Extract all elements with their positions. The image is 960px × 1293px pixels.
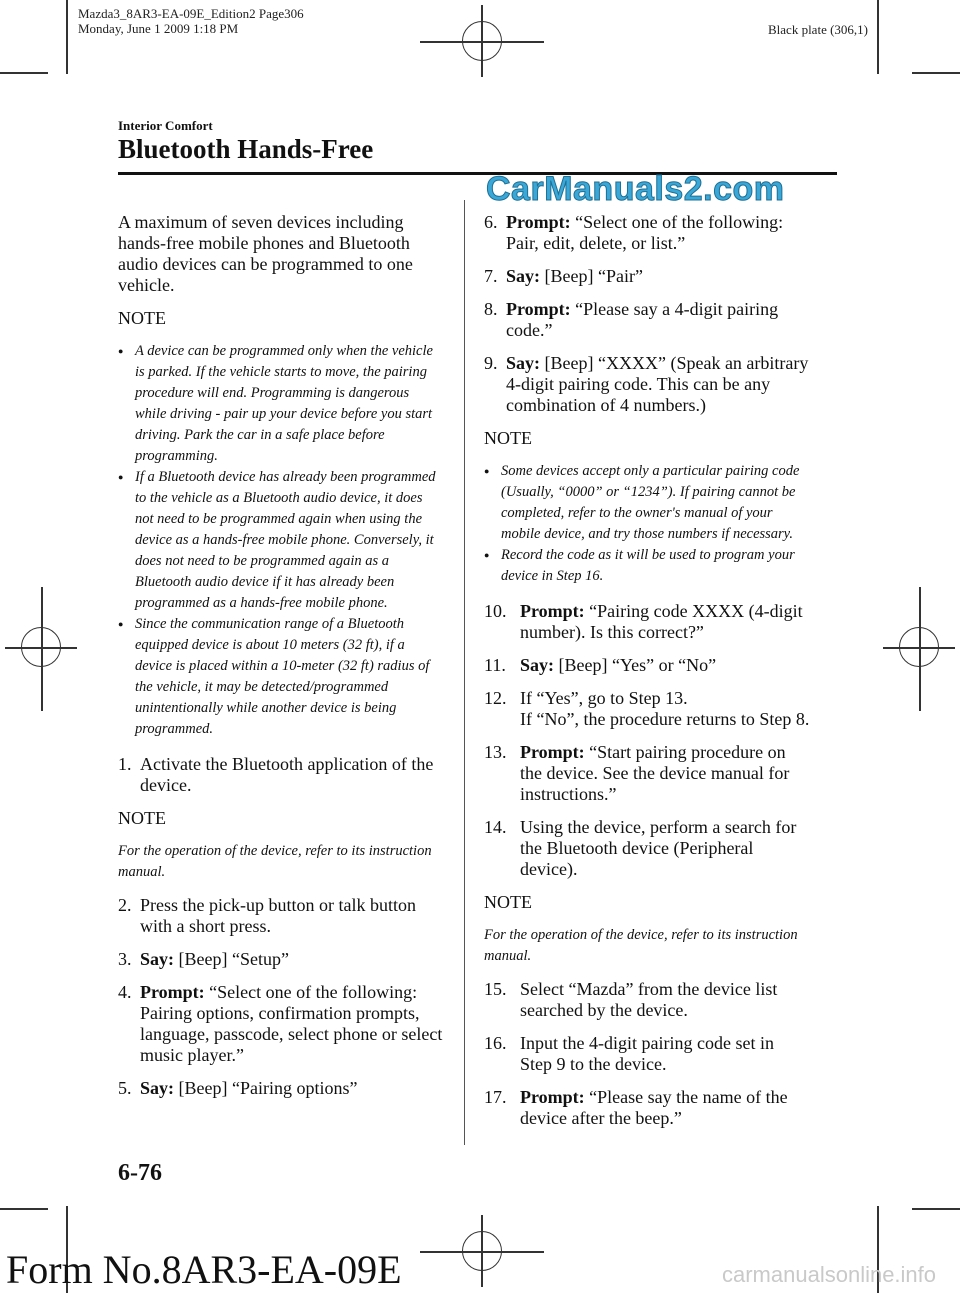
note-text: For the operation of the device, refer to its instruction manual. — [484, 927, 798, 964]
file-info-line2: Monday, June 1 2009 1:18 PM — [78, 21, 239, 36]
step-number: 4. — [118, 982, 132, 1002]
step-5 — [118, 1078, 444, 1099]
step-keyword: Prompt: — [506, 299, 571, 319]
step-number: 8. — [484, 299, 498, 319]
step-8 — [484, 299, 810, 341]
step-keyword: Prompt: — [520, 601, 585, 621]
step-text: “Start pairing procedure on the device. See the device manual for instructions.” — [520, 742, 790, 804]
step-7 — [484, 266, 810, 287]
step-15 — [484, 979, 810, 1021]
crop-mark-top-right-v — [877, 0, 879, 74]
note-text: For the operation of the device, refer to its instruction manual. — [118, 843, 432, 880]
step-keyword: Say: — [520, 655, 555, 675]
registration-mark-right-v — [919, 587, 921, 711]
left-column — [118, 212, 444, 1111]
crop-mark-top-left-h — [0, 72, 48, 74]
step-text: If “Yes”, go to Step 13. — [520, 688, 688, 708]
plate-label: Black plate (306,1) — [768, 22, 868, 37]
step-number: 3. — [118, 949, 132, 969]
step-12 — [484, 688, 810, 730]
intro-text: A maximum of seven devices including hands-free mobile phones and Bluetooth audio devices can be programmed to one vehicle. — [118, 212, 413, 295]
step-text: Select “Mazda” from the device list searched by the device. — [520, 979, 778, 1020]
step-text: [Beep] “Yes” or “No” — [554, 655, 717, 675]
crop-mark-top-left-v — [66, 0, 68, 74]
step-10 — [484, 601, 810, 643]
step-keyword: Say: — [506, 266, 541, 286]
step-number: 2. — [118, 895, 132, 915]
step-keyword: Say: — [140, 949, 175, 969]
step-number: 5. — [118, 1078, 132, 1098]
step-number: 13. — [484, 742, 507, 762]
step-number: 7. — [484, 266, 498, 286]
step-text: Using the device, perform a search for the Bluetooth device (Peripheral device). — [520, 817, 797, 879]
step-number: 14. — [484, 817, 507, 837]
step-text: Press the pick-up button or talk button with a short press. — [140, 895, 416, 936]
note-list — [484, 461, 810, 587]
crop-mark-top-right-h — [912, 72, 960, 74]
step-keyword: Say: — [140, 1078, 175, 1098]
step-4 — [118, 982, 444, 1066]
note-item: ● If a Bluetooth device has already been programmed to the vehicle as a Bluetooth audio device, it does not need to be programmed again when using the device as a hands-free mobile phone. Conversely, it does not need to be programmed again as a Bluetooth audio device if it has already been programmed as a hands-free mobile phone. — [118, 467, 444, 614]
step-17 — [484, 1087, 810, 1129]
step-text: “Please say a 4-digit pairing code.” — [506, 299, 779, 340]
note-heading: NOTE — [484, 892, 532, 912]
file-info — [78, 6, 304, 36]
right-column — [484, 212, 810, 1141]
step-text: “Select one of the following: Pairing options, confirmation prompts, language, passcode, select phone or select music player.” — [140, 982, 443, 1065]
step-text: Activate the Bluetooth application of the device. — [140, 754, 434, 795]
step-number: 6. — [484, 212, 498, 232]
note-heading: NOTE — [118, 808, 166, 828]
step-text: “Pairing code XXXX (4-digit number). Is this correct?” — [520, 601, 803, 642]
step-keyword: Say: — [506, 353, 541, 373]
step-text: Input the 4-digit pairing code set in Step 9 to the device. — [520, 1033, 774, 1074]
registration-mark-left-v — [41, 587, 43, 711]
step-keyword: Prompt: — [506, 212, 571, 232]
step-number: 10. — [484, 601, 507, 621]
step-number: 15. — [484, 979, 507, 999]
crop-mark-bottom-right-h — [912, 1208, 960, 1210]
step-11 — [484, 655, 810, 676]
step-1 — [118, 754, 444, 796]
step-16 — [484, 1033, 810, 1075]
step-text: [Beep] “Pairing options” — [174, 1078, 358, 1098]
note-heading: NOTE — [118, 308, 166, 328]
step-text: “Please say the name of the device after the beep.” — [520, 1087, 788, 1128]
step-text: “Select one of the following: Pair, edit, delete, or list.” — [506, 212, 784, 253]
step-3 — [118, 949, 444, 970]
note-item: ● A device can be programmed only when the vehicle is parked. If the vehicle starts to move, the pairing procedure will end. Programming is dangerous while driving - pair up your device before you start driving. Park the car in a safe place before programming. — [118, 341, 444, 467]
watermark-bottom: carmanualsonline.info — [722, 1262, 937, 1287]
step-9 — [484, 353, 810, 416]
watermark-top: CarManuals2.com — [486, 170, 785, 208]
column-divider — [464, 200, 465, 1145]
step-keyword: Prompt: — [140, 982, 205, 1002]
step-14 — [484, 817, 810, 880]
step-number: 16. — [484, 1033, 507, 1053]
step-2 — [118, 895, 444, 937]
note-item: ● Since the communication range of a Bluetooth equipped device is about 10 meters (32 ft), if a device is placed within a 10-meter (32 ft) radius of the vehicle, it may be detected/programmed unintentionally while another device is being programmed. — [118, 614, 444, 740]
page-title: Bluetooth Hands-Free — [118, 134, 374, 164]
note-item: ● Record the code as it will be used to program your device in Step 16. — [484, 545, 810, 587]
crop-mark-bottom-left-h — [0, 1208, 48, 1210]
step-text: [Beep] “Setup” — [174, 949, 289, 969]
file-info-line1: Mazda3_8AR3-EA-09E_Edition2 Page306 — [78, 6, 304, 21]
step-keyword: Prompt: — [520, 1087, 585, 1107]
section-label: Interior Comfort — [118, 118, 213, 133]
step-text: [Beep] “Pair” — [540, 266, 643, 286]
step-13 — [484, 742, 810, 805]
step-number: 12. — [484, 688, 507, 708]
note-heading: NOTE — [484, 428, 532, 448]
step-number: 17. — [484, 1087, 507, 1107]
step-number: 11. — [484, 655, 506, 675]
step-keyword: Prompt: — [520, 742, 585, 762]
page-number: 6-76 — [118, 1160, 162, 1186]
registration-mark-bottom-v — [481, 1215, 483, 1287]
note-list — [118, 341, 444, 740]
note-item: ● Some devices accept only a particular pairing code (Usually, “0000” or “1234”). If pairing cannot be completed, refer to the owner's manual of your mobile device, and try those numbers if necessary. — [484, 461, 810, 545]
step-6 — [484, 212, 810, 254]
step-number: 1. — [118, 754, 132, 774]
step-number: 9. — [484, 353, 498, 373]
step-text: If “No”, the procedure returns to Step 8. — [520, 709, 810, 729]
step-text: [Beep] “XXXX” (Speak an arbitrary 4-digit pairing code. This can be any combination of 4 numbers.) — [506, 353, 809, 415]
form-number: Form No.8AR3-EA-09E — [6, 1247, 402, 1292]
registration-mark-top-v — [481, 5, 483, 77]
